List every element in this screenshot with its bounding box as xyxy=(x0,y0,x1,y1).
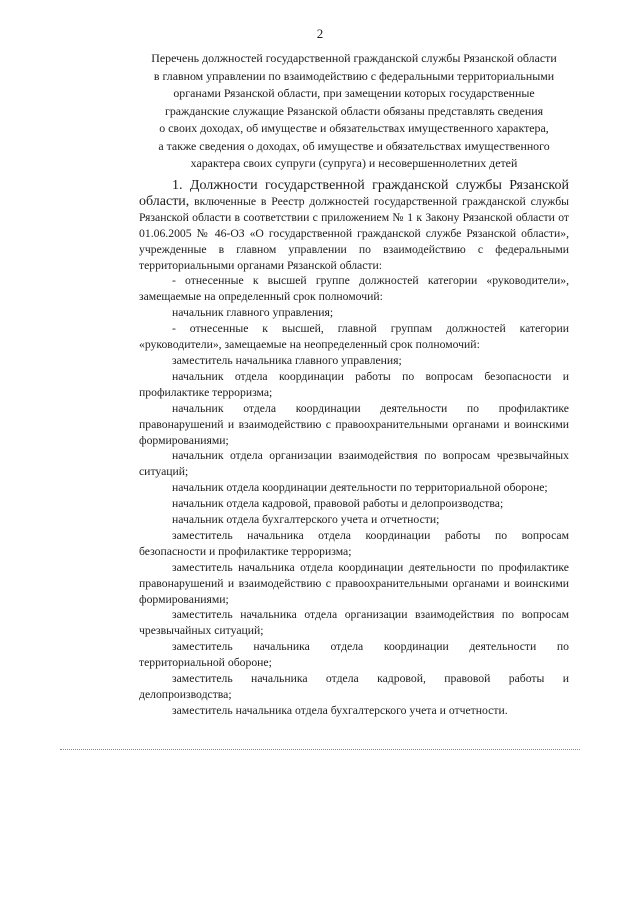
list-item: - отнесенные к высшей группе должностей категории «руководители», замещаемые на определенный срок полномочий: xyxy=(139,274,569,304)
page-number: 2 xyxy=(316,26,324,41)
heading-line: а также сведения о доходах, об имуществе и обязательствах имущественного xyxy=(158,138,550,153)
list-item: заместитель начальника отдела организации взаимодействия по вопросам чрезвычайных ситуаций; xyxy=(139,608,569,638)
list-item: начальник отдела координации деятельности по территориальной обороне; xyxy=(172,481,548,495)
list-item: заместитель начальника отдела кадровой, правовой работы и делопроизводства; xyxy=(139,672,569,701)
heading-line: гражданские служащие Рязанской области обязаны представлять сведения xyxy=(164,103,544,118)
heading-line: Перечень должностей государственной гражданской службы Рязанской области xyxy=(151,51,557,65)
heading-line: характера своих супруги (супруга) и несовершеннолетних детей xyxy=(190,156,518,170)
heading-line: в главном управлении по взаимодействию с федеральными территориальными xyxy=(153,68,555,83)
list-item: заместитель начальника отдела координации деятельности по территориальной обороне; xyxy=(139,640,569,670)
list-item: заместитель начальника отдела бухгалтерского учета и отчетности. xyxy=(172,703,508,717)
section-1-lead-first: 1. Должности государственной гражданской службы Рязанской области, xyxy=(139,178,569,209)
heading-line: о своих доходах, об имуществе и обязательствах имущественного характера, xyxy=(159,121,549,135)
list-item: начальник отдела организации взаимодействия по вопросам чрезвычайных ситуаций; xyxy=(139,449,569,479)
list-item: заместитель начальника главного управления; xyxy=(172,353,402,367)
list-item: начальник отдела кадровой, правовой работы и делопроизводства; xyxy=(172,497,504,511)
heading-line: органами Рязанской области, при замещении которых государственные xyxy=(173,86,535,100)
section-1-lead xyxy=(139,178,569,273)
list-item: начальник отдела координации работы по вопросам безопасности и профилактике терроризма; xyxy=(139,369,569,399)
section-1-lead-rest: включенные в Реестр должностей государственной гражданской службы Рязанской области в соответствии с приложением № 1 к Закону Рязанской области от 01.06.2005 № 46-ОЗ «О государственной гражданской службе Рязанской области», учрежденные в главном управлении по взаимодействию с федеральными территориальными органами Рязанской области: xyxy=(139,194,570,272)
document-body xyxy=(139,178,569,719)
list-item: начальник главного управления; xyxy=(172,306,334,320)
list-item: заместитель начальника отдела координации деятельности по профилактике правонарушений и взаимодействию с правоохранительными органами и воинскими формированиями; xyxy=(139,560,569,606)
list-item: заместитель начальника отдела координации работы по вопросам безопасности и профилактике терроризма; xyxy=(139,528,569,558)
page-divider xyxy=(60,749,580,750)
document-heading xyxy=(130,50,578,173)
list-item: - отнесенные к высшей, главной группам должностей категории «руководители», замещаемые на неопределенный срок полномочий: xyxy=(139,322,569,352)
list-item: начальник отдела бухгалтерского учета и отчетности; xyxy=(172,513,440,527)
list-item: начальник отдела координации деятельности по профилактике правонарушений и взаимодействию с правоохранительными органами и воинскими формированиями; xyxy=(139,401,569,447)
